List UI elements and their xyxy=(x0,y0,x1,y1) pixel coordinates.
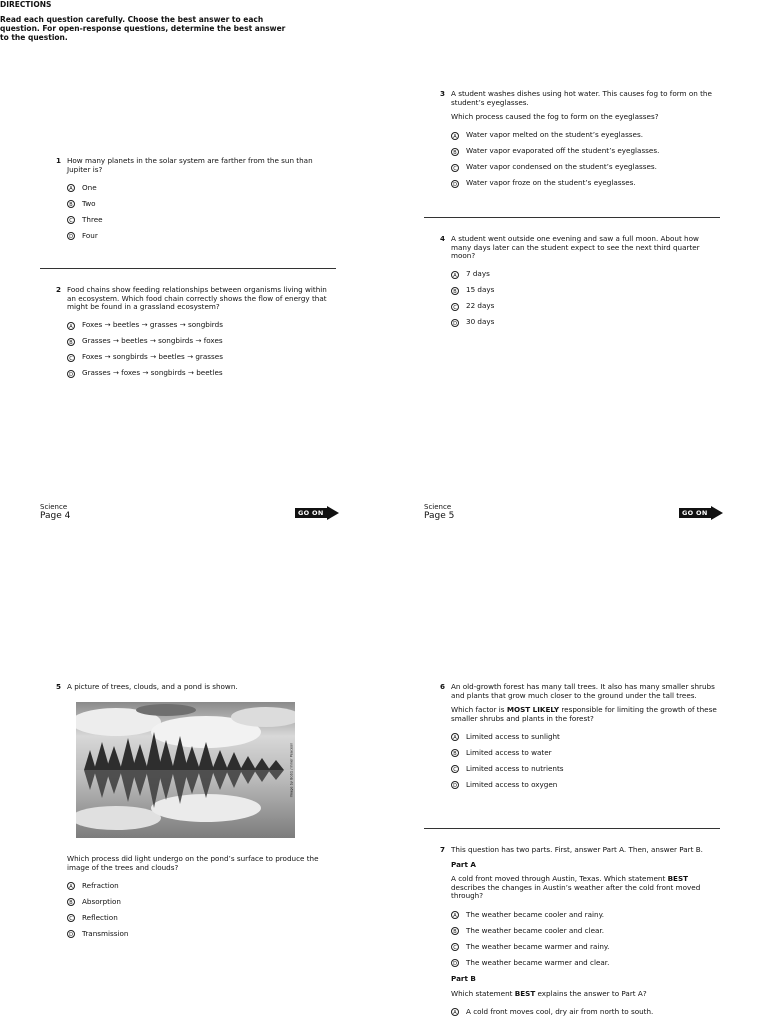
answer-option-b[interactable] xyxy=(451,283,719,299)
question-number: 5 xyxy=(55,682,61,691)
answer-option-d[interactable] xyxy=(451,315,719,331)
bubble-c-icon[interactable]: C xyxy=(451,303,459,311)
answer-option-b[interactable] xyxy=(67,894,337,910)
answer-option-b[interactable] xyxy=(67,196,337,212)
answer-option-b[interactable] xyxy=(451,923,719,939)
question-3 xyxy=(439,89,719,192)
footer-subject: Science xyxy=(40,503,68,511)
bubble-c-icon[interactable]: C xyxy=(451,164,459,172)
prompt-text: explains the answer to Part A? xyxy=(535,988,647,998)
go-on-label: GO ON xyxy=(679,508,711,518)
question-number: 2 xyxy=(55,285,61,294)
option-text: Two xyxy=(82,198,96,208)
question-stem: A student washes dishes using hot water. This causes fog to form on the student’s eyeglasses. xyxy=(451,89,712,107)
option-text: 7 days xyxy=(466,269,490,279)
go-on-label: GO ON xyxy=(295,508,327,518)
option-text: 22 days xyxy=(466,301,495,311)
question-6 xyxy=(439,682,719,793)
option-text: Limited access to water xyxy=(466,748,552,758)
prompt-keyword: BEST xyxy=(667,874,689,884)
option-text: The weather became cooler and clear. xyxy=(466,925,605,935)
answer-option-a[interactable] xyxy=(451,729,719,745)
question-prompt: Which process caused the fog to form on the eyeglasses? xyxy=(451,112,659,122)
footer-page-number: Page 5 xyxy=(424,511,455,521)
bubble-b-icon[interactable]: B xyxy=(451,749,459,757)
option-text: 30 days xyxy=(466,317,495,327)
question-5 xyxy=(55,682,337,698)
prompt-text: describes the changes in Austin’s weather after the cold front moved through? xyxy=(451,882,701,901)
option-text: The weather became warmer and clear. xyxy=(466,957,610,967)
bubble-d-icon[interactable]: D xyxy=(67,370,75,378)
answer-option-a[interactable] xyxy=(451,128,719,144)
bubble-d-icon[interactable]: D xyxy=(67,232,75,240)
bubble-a-icon[interactable]: A xyxy=(451,271,459,279)
prompt-text: responsible for limiting the growth of these smaller shrubs and plants in the forest? xyxy=(451,705,717,723)
divider xyxy=(40,268,336,269)
prompt-text: Which factor is xyxy=(451,705,507,715)
answer-option-c[interactable] xyxy=(67,910,337,926)
option-text: Foxes → beetles → grasses → songbirds xyxy=(82,320,223,330)
answer-option-d[interactable] xyxy=(451,777,719,793)
bubble-d-icon[interactable]: D xyxy=(451,180,459,188)
bubble-a-icon[interactable]: A xyxy=(67,882,75,890)
answer-option-d[interactable] xyxy=(67,366,337,382)
question-prompt: Which process did light undergo on the pond’s surface to produce the image of the trees and clouds? xyxy=(67,854,319,872)
directions-block xyxy=(0,0,295,42)
answer-option-a[interactable] xyxy=(451,1004,719,1020)
option-text: Transmission xyxy=(82,928,129,938)
bubble-d-icon[interactable]: D xyxy=(451,959,459,967)
divider xyxy=(424,828,720,829)
bubble-b-icon[interactable]: B xyxy=(451,148,459,156)
question-stem: An old-growth forest has many tall trees. It also has many smaller shrubs and plants that grow much closer to the ground under the tall trees. xyxy=(451,682,715,700)
question-4 xyxy=(439,234,719,331)
bubble-b-icon[interactable]: B xyxy=(451,927,459,935)
bubble-c-icon[interactable]: C xyxy=(67,354,75,362)
option-text: Water vapor froze on the student’s eyeglasses. xyxy=(466,178,636,188)
question-number: 7 xyxy=(439,845,445,854)
option-text: 15 days xyxy=(466,285,495,295)
pond-reflection-image xyxy=(76,702,295,838)
question-intro: This question has two parts. First, answer Part A. Then, answer Part B. xyxy=(451,845,703,854)
question-1 xyxy=(55,156,337,244)
option-text: Three xyxy=(82,214,103,224)
question-number: 4 xyxy=(439,234,445,243)
question-stem: How many planets in the solar system are farther from the sun than Jupiter is? xyxy=(67,156,313,174)
question-5-prompt xyxy=(67,855,337,942)
bubble-d-icon[interactable]: D xyxy=(451,319,459,327)
answer-option-b[interactable] xyxy=(67,334,337,350)
bubble-a-icon[interactable]: A xyxy=(451,911,459,919)
question-number: 1 xyxy=(55,156,61,165)
answer-option-d[interactable] xyxy=(451,176,719,192)
option-text: Limited access to oxygen xyxy=(466,780,558,790)
question-stem: A picture of trees, clouds, and a pond is shown. xyxy=(67,682,238,691)
question-stem: Food chains show feeding relationships between organisms living within an ecosystem. Which food chain correctly shows the flow of energy that might be found in a grassland ecosystem? xyxy=(67,285,327,312)
option-text: Four xyxy=(82,230,98,240)
answer-option-d[interactable] xyxy=(67,926,337,942)
answer-option-c[interactable] xyxy=(451,160,719,176)
bubble-c-icon[interactable]: C xyxy=(67,914,75,922)
answer-option-c[interactable] xyxy=(451,939,719,955)
question-number: 3 xyxy=(439,89,445,98)
bubble-a-icon[interactable]: A xyxy=(67,184,75,192)
option-text: Refraction xyxy=(82,880,119,890)
option-text: Reflection xyxy=(82,912,118,922)
answer-option-b[interactable] xyxy=(451,745,719,761)
answer-option-a[interactable] xyxy=(451,267,719,283)
option-text: Water vapor evaporated off the student’s eyeglasses. xyxy=(466,146,660,156)
directions-heading: DIRECTIONS xyxy=(0,0,52,9)
answer-option-c[interactable] xyxy=(67,212,337,228)
bubble-c-icon[interactable]: C xyxy=(451,765,459,773)
answer-option-a[interactable] xyxy=(67,318,337,334)
bubble-a-icon[interactable]: A xyxy=(67,322,75,330)
bubble-a-icon[interactable]: A xyxy=(451,1008,459,1016)
answer-option-c[interactable] xyxy=(451,299,719,315)
prompt-text: Which statement xyxy=(451,988,515,998)
footer-left xyxy=(40,503,70,521)
pond-photo xyxy=(76,702,295,838)
bubble-d-icon[interactable]: D xyxy=(451,781,459,789)
bubble-a-icon[interactable]: A xyxy=(451,132,459,140)
option-text: Water vapor condensed on the student’s eyeglasses. xyxy=(466,162,657,172)
option-text: Water vapor melted on the student’s eyeglasses. xyxy=(466,130,644,140)
bubble-b-icon[interactable]: B xyxy=(67,200,75,208)
prompt-text: A cold front moved through Austin, Texas. Which statement xyxy=(451,874,668,884)
bubble-a-icon[interactable]: A xyxy=(451,733,459,741)
go-on-button[interactable] xyxy=(295,506,339,520)
option-text: One xyxy=(82,182,97,192)
answer-option-a[interactable] xyxy=(67,180,337,196)
option-text: Absorption xyxy=(82,896,121,906)
bubble-b-icon[interactable]: B xyxy=(451,287,459,295)
option-text: A cold front moves cool, dry air from north to south. xyxy=(466,1006,654,1016)
prompt-keyword: MOST LIKELY xyxy=(506,705,560,715)
bubble-d-icon[interactable]: D xyxy=(67,930,75,938)
bubble-c-icon[interactable]: C xyxy=(67,216,75,224)
part-a-prompt xyxy=(451,875,719,901)
option-text: The weather became cooler and rainy. xyxy=(466,909,605,919)
option-text: Foxes → songbirds → beetles → grasses xyxy=(82,352,223,362)
arrow-right-icon xyxy=(327,506,339,520)
go-on-button[interactable] xyxy=(679,506,723,520)
footer-right xyxy=(424,503,454,521)
question-prompt xyxy=(451,706,719,723)
question-stem: A student went outside one evening and saw a full moon. About how many days later can the student expect to see the next third quarter moon? xyxy=(451,234,700,261)
answer-option-a[interactable] xyxy=(67,878,337,894)
prompt-keyword: BEST xyxy=(514,988,536,998)
bubble-b-icon[interactable]: B xyxy=(67,898,75,906)
footer-page-number: Page 4 xyxy=(40,511,71,521)
answer-option-c[interactable] xyxy=(451,761,719,777)
answer-option-d[interactable] xyxy=(451,955,719,971)
option-text: Limited access to sunlight xyxy=(466,732,560,742)
question-7 xyxy=(439,845,719,1020)
photo-credit: Image by Bob1 / Inner Peaceon xyxy=(289,742,294,798)
part-b-label: Part B xyxy=(451,973,476,983)
bubble-b-icon[interactable]: B xyxy=(67,338,75,346)
option-text: The weather became warmer and rainy. xyxy=(466,941,610,951)
part-b-prompt xyxy=(451,990,719,999)
part-a-label: Part A xyxy=(451,859,476,869)
question-number: 6 xyxy=(439,682,445,691)
footer-subject: Science xyxy=(424,503,452,511)
option-text: Limited access to nutrients xyxy=(466,764,564,774)
option-text: Grasses → foxes → songbirds → beetles xyxy=(82,368,223,378)
question-2 xyxy=(55,285,337,382)
option-text: Grasses → beetles → songbirds → foxes xyxy=(82,336,223,346)
divider xyxy=(424,217,720,218)
directions-body: Read each question carefully. Choose the best answer to each question. For open-response questions, determine the best answer to the question. xyxy=(0,15,286,42)
answer-option-c[interactable] xyxy=(67,350,337,366)
answer-option-b[interactable] xyxy=(451,144,719,160)
answer-option-d[interactable] xyxy=(67,228,337,244)
bubble-c-icon[interactable]: C xyxy=(451,943,459,951)
answer-option-a[interactable] xyxy=(451,907,719,923)
arrow-right-icon xyxy=(711,506,723,520)
